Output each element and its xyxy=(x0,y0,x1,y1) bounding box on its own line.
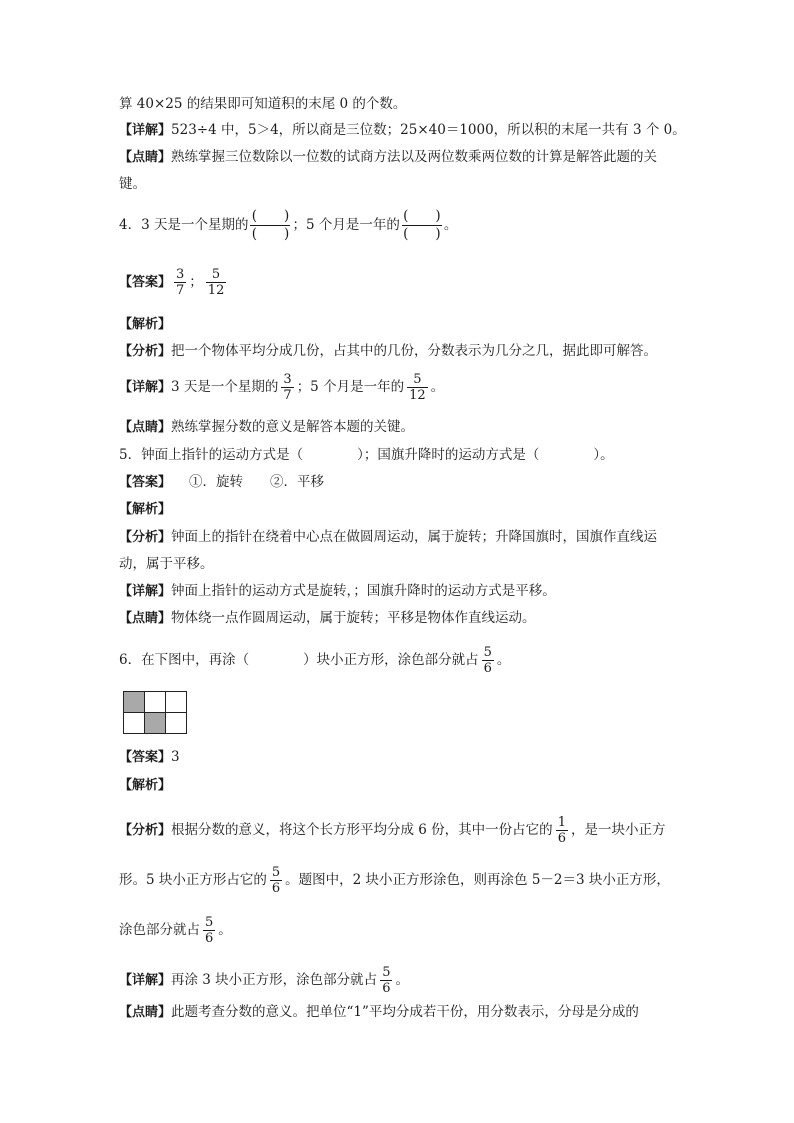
tip-line: 【点睛】熟练掌握三位数除以一位数的试商方法以及两位数乘两位数的计算是解答此题的关 xyxy=(119,149,658,165)
question-5: 5．钟面上指针的运动方式是（ ）；国旗升降时的运动方式是（ ）。 xyxy=(119,447,614,463)
question-6: 6．在下图中，再涂（ ）块小正方形，涂色部分就占 $\frac{5}{6}$ 。 xyxy=(119,645,511,676)
text-line: 算 40×25 的结果即可知道积的末尾 0 的个数。 xyxy=(119,96,407,112)
analysis-line: 形。5 块小正方形占它的 $\frac{5}{6}$ 。题图中，2 块小正方形涂色，则再涂色 5－2＝3 块小正方形， xyxy=(119,865,670,896)
analysis-line: 动，属于平移。 xyxy=(119,556,214,572)
grid-cell xyxy=(145,692,166,713)
tip-line: 【点睛】熟练掌握分数的意义是解答本题的关键。 xyxy=(119,419,415,435)
fraction: $\frac{5}{6}$ xyxy=(382,965,391,996)
analysis-line: 【分析】钟面上的指针在绕着中心点在做圆周运动，属于旋转；升降国旗时，国旗作直线运 xyxy=(119,529,658,545)
detail-line: 【详解】钟面上指针的运动方式是旋转，；国旗升降时的运动方式是平移。 xyxy=(119,583,556,599)
fraction: $\frac{5}{12}$ xyxy=(207,267,225,298)
question-4: 4．3 天是一个星期的 $\frac{( )}{( )}$ ；5 个月是一年的 $\frac{( )}{( )}$ 。 xyxy=(119,208,458,242)
fraction: $\frac{5}{6}$ xyxy=(271,865,281,896)
answer-line: 【答案】3 xyxy=(119,749,180,765)
grid-cell xyxy=(166,713,187,734)
tip-tag: 【点睛】 xyxy=(119,150,172,165)
tip-line: 【点睛】物体绕一点作圆周运动，属于旋转；平移是物体作直线运动。 xyxy=(119,610,536,626)
fraction: $\frac{1}{6}$ xyxy=(557,815,566,846)
grid-cell xyxy=(124,713,145,734)
blank-fraction: $\frac{( )}{( )}$ xyxy=(403,208,441,242)
grid-cell-shaded xyxy=(124,692,145,713)
detail-line: 【详解】523÷4 中，5＞4，所以商是三位数；25×40＝1000，所以积的末尾一共有 3 个 0。 xyxy=(119,122,686,138)
fraction: $\frac{3}{7}$ xyxy=(283,372,292,403)
fraction: $\frac{5}{12}$ xyxy=(409,372,426,403)
analysis-line: 涂色部分就占 $\frac{5}{6}$ 。 xyxy=(119,915,232,946)
tip-line: 【点睛】此题考查分数的意义。把单位“1”平均分成若干份，用分数表示，分母是分成的 xyxy=(119,1004,639,1020)
detail-line: 【详解】再涂 3 块小正方形，涂色部分就占 $\frac{5}{6}$ 。 xyxy=(119,965,409,996)
text-line: 键。 xyxy=(119,176,146,192)
detail-tag: 【详解】 xyxy=(119,123,172,138)
analysis-line: 【分析】把一个物体平均分成几份，占其中的几份，分数表示为几分之几，据此即可解答。 xyxy=(119,343,658,359)
fraction: $\frac{5}{6}$ xyxy=(205,915,214,946)
answer-tag: 【答案】 xyxy=(119,275,172,290)
blank-fraction: $\frac{( )}{( )}$ xyxy=(251,208,290,242)
detail-line: 【详解】3 天是一个星期的 $\frac{3}{7}$ ；5 个月是一年的 $\frac{5}{12}$ 。 xyxy=(119,372,445,403)
grid-cell xyxy=(166,692,187,713)
fraction: $\frac{5}{6}$ xyxy=(483,645,492,676)
analysis-heading: 【解析】 xyxy=(119,317,172,332)
grid-cell-shaded xyxy=(145,713,166,734)
square-grid xyxy=(123,691,187,734)
analysis-heading: 【解析】 xyxy=(119,778,172,793)
answer-line: 【答案】 $\frac{3}{7}$ ； $\frac{5}{12}$ xyxy=(119,267,225,298)
answer-line: 【答案】 ①．旋转 ②．平移 xyxy=(119,474,325,490)
fraction: $\frac{3}{7}$ xyxy=(176,267,185,298)
analysis-line: 【分析】根据分数的意义，将这个长方形平均分成 6 份，其中一份占它的 $\frac{1}{6}$ ，是一块小正方 xyxy=(119,815,666,846)
analysis-heading: 【解析】 xyxy=(119,502,172,517)
